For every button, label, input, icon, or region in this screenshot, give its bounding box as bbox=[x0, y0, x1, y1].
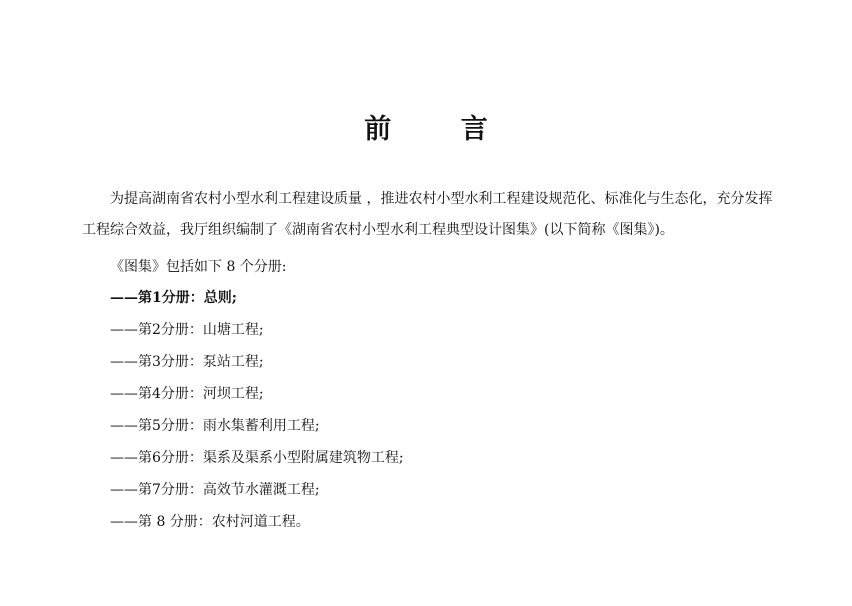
page-title: 前 言 bbox=[364, 114, 518, 145]
volumes-intro: 《图集》包括如下 8 个分册: bbox=[110, 259, 287, 275]
intro-paragraph: 为提高湖南省农村小型水利工程建设质量 ，推进农村小型水利工程建设规范化、标准化与生态化，充分发挥工程综合效益，我厅组织编制了《湖南省农村小型水利工程典型设计图集》(以下简称《图集》)。 bbox=[82, 191, 773, 238]
volume-item-3: ——第3分册：泵站工程; bbox=[110, 354, 264, 370]
volume-item-5: ——第5分册：雨水集蓄利用工程; bbox=[110, 418, 320, 434]
volume-item-8: ——第 8 分册：农村河道工程。 bbox=[110, 514, 310, 530]
volume-item-6: ——第6分册：渠系及渠系小型附属建筑物工程; bbox=[110, 450, 404, 466]
volume-item-2: ——第2分册：山塘工程; bbox=[110, 322, 264, 338]
volume-item-4: ——第4分册：河坝工程; bbox=[110, 386, 264, 402]
volume-item-1: ——第1分册：总则; bbox=[110, 290, 237, 306]
volume-item-7: ——第7分册：高效节水灌溉工程; bbox=[110, 482, 320, 498]
